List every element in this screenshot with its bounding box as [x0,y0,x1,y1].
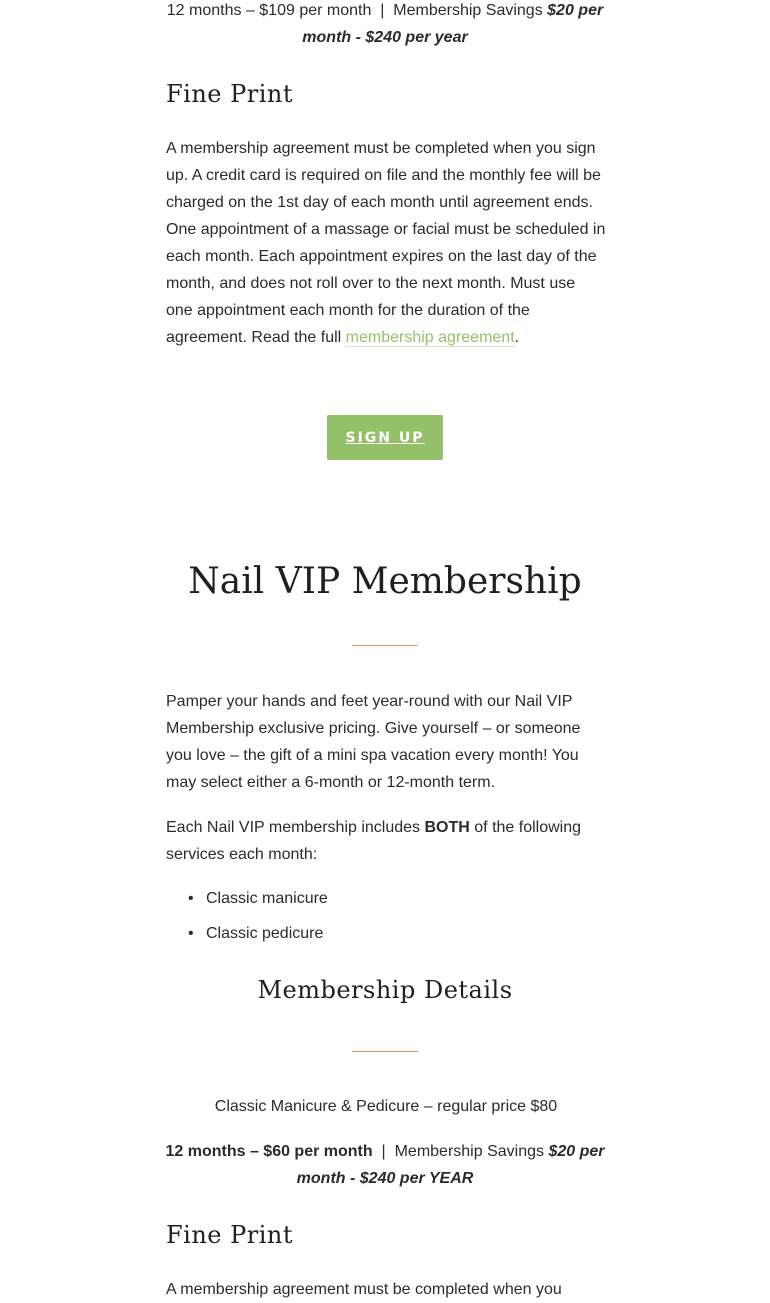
list-item: • Classic pedicure [166,916,606,951]
regular-price-text: Classic Manicure & Pedicure – regular price $80 [214,1098,558,1115]
top-pricing: 12 months – $109 per month | Membership Savings $20 per month - $240 per year [166,2,604,46]
details-savings-label: Membership Savings [394,1143,544,1160]
fine-print-heading-2: Fine Print [166,1221,294,1249]
details-savings-value: $20 per month - $240 per YEAR [296,1143,605,1187]
sign-up-button[interactable]: SIGN UP [327,415,443,460]
fine-print-text-2: A membership agreement must be completed when you [166,1281,562,1298]
details-pricing: 12 months – $60 per month | Membership Savings $20 per month - $240 per YEAR [165,1143,605,1187]
fine-print-text: A membership agreement must be completed when you sign up. A credit card is required on file and the monthly fee will be charged on the 1st day of each month until agreement ends. One appointment of a massage or facial must be scheduled in each month. Each appointment expires on the last day of the month, and does not roll over to the next month. Must use one appointment each month for the duration of the agreement. Read the full [166,140,606,346]
details-term: 12 months – $60 per month [165,1143,373,1160]
includes-bold: BOTH [424,819,470,836]
includes-prefix: Each Nail VIP membership includes [166,819,421,836]
details-divider [352,1051,418,1052]
regular-price [166,1093,606,1120]
list-item: • Classic manicure [166,881,606,916]
fine-print-heading: Fine Print [166,80,294,108]
fine-print-body-2 [166,1276,606,1303]
nail-vip-intro [166,688,606,796]
fine-print-period: . [514,329,520,346]
services-list [166,881,606,951]
top-pricing-term: 12 months – $109 per month [166,2,372,19]
top-pricing-savings-label: Membership Savings [393,2,543,19]
nail-vip-includes [166,814,606,868]
membership-details-heading: Membership Details [257,976,513,1004]
membership-agreement-link[interactable]: membership agreement [345,329,515,346]
nail-vip-intro-text: Pamper your hands and feet year-round with our Nail VIP Membership exclusive pricing. Give yourself – or someone you love – the gift of a mini spa vacation every month! You may select either a 6-month or 12-month term. [166,693,581,791]
title-divider [352,645,418,646]
nail-vip-title: Nail VIP Membership [188,561,582,602]
fine-print-body [166,135,606,351]
includes-suffix: of the following services each month: [166,819,582,863]
top-pricing-savings-value: $20 per month - $240 per year [302,2,604,46]
